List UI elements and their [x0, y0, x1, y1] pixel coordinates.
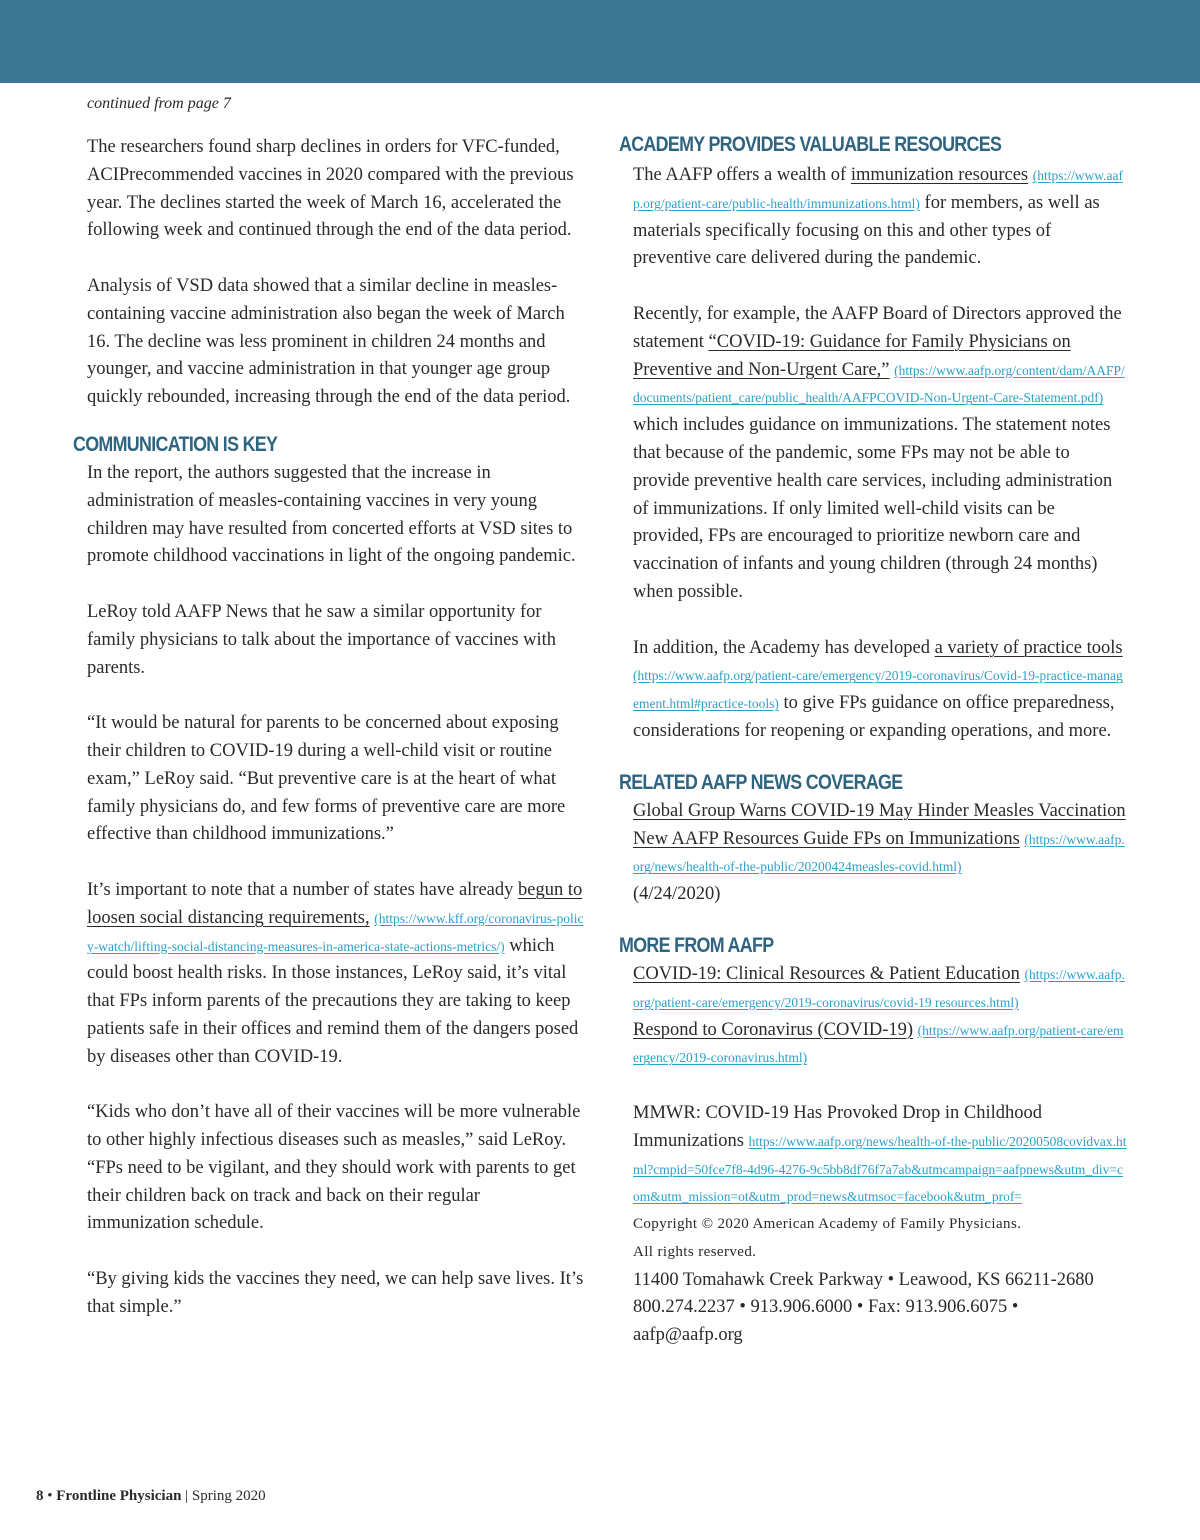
- link-url[interactable]: (https://www.aafp.org/patient-care/emergency/2019-coronavirus/Covid-19-practice-management.html#practice-tools): [633, 668, 1123, 712]
- page-footer: [36, 1488, 266, 1505]
- address: 11400 Tomahawk Creek Parkway • Leawood, KS 66211-2680: [633, 1269, 1094, 1290]
- section-heading-academy: ACADEMY PROVIDES VALUABLE RESOURCES: [619, 133, 1002, 156]
- text: In addition, the Academy has developed: [633, 637, 935, 658]
- rights: All rights reserved.: [633, 1243, 757, 1260]
- link-practice-tools[interactable]: a variety of practice tools: [934, 637, 1123, 658]
- link-url[interactable]: https://www.aafp.org/news/health-of-the-public/20200508covidvax.html?cmpid=50fce7f8-4d96-4276-9c5bb8df76f7a7ab&utmcampaign=aafpnews&utm_div=com&utm_mission=ot&utm_prod=news&utmsoc=facebook&utm_prof=: [633, 1133, 1127, 1205]
- left-column: [73, 134, 587, 1322]
- link-url[interactable]: (https://www.aafp.org/patient-care/emergency/2019-coronavirus/covid-19 resources.html): [633, 966, 1125, 1010]
- continued-note: continued from page 7: [87, 95, 231, 112]
- paragraph: In the report, the authors suggested that the increase in administration of measles-containing vaccines in very young children may have resulted from concerted efforts at VSD sites to promote childhood vaccinations in light of the ongoing pandemic.: [87, 462, 576, 567]
- link-url[interactable]: (https://www.aafp.org/content/dam/AAFP/documents/patient_care/public_health/AAFPCOVID-Non-Urgent-Care-Statement.pdf): [633, 362, 1125, 406]
- link-url[interactable]: (https://www.aafp.org/news/health-of-the-public/20200424measles-covid.html): [633, 831, 1125, 875]
- text: It’s important to note that a number of states have already: [87, 879, 519, 900]
- issue: | Spring 2020: [185, 1488, 266, 1504]
- text: MMWR: COVID-19 Has Provoked Drop in Childhood Immunizations: [633, 1102, 1043, 1151]
- bullet: •: [47, 1488, 53, 1504]
- section-heading-more-from-aafp: MORE FROM AAFP: [619, 933, 774, 957]
- paragraph: [633, 798, 1128, 909]
- link-url[interactable]: (https://www.kff.org/coronavirus-policy-watch/lifting-social-distancing-measures-in-america-state-actions-metrics/): [87, 910, 584, 954]
- section-heading-related-news: RELATED AAFP NEWS COVERAGE: [619, 770, 903, 794]
- text: to give FPs guidance on office preparedness, considerations for reopening or expanding operations, and more.: [633, 693, 1115, 741]
- link-covid-guidance[interactable]: “COVID-19: Guidance for Family Physicians on Preventive and Non-Urgent Care,”: [633, 331, 1071, 380]
- contact: 800.274.2237 • 913.906.6000 • Fax: 913.906.6075 • aafp@aafp.org: [633, 1297, 1019, 1346]
- paragraph: [87, 877, 587, 1072]
- link-immunization-resources[interactable]: immunization resources: [850, 165, 1029, 185]
- page-number: 8: [36, 1488, 44, 1504]
- paragraph: [633, 162, 1128, 273]
- paragraph: “By giving kids the vaccines they need, we can help save lives. It’s that simple.”: [87, 1269, 584, 1317]
- paragraph: [633, 1100, 1128, 1211]
- section-heading-communication: COMMUNICATION IS KEY: [73, 432, 278, 456]
- copyright: Copyright © 2020 American Academy of Family Physicians.: [633, 1216, 1022, 1233]
- text: which includes guidance on immunizations. The statement notes that because of the pandemic, some FPs may not be able to provide preventive health care services, including administration of immunizations. If only limited well-child visits can be provided, FPs are encouraged to prioritize newborn care and vaccination of infants and young children (through 24 months) when possible.: [633, 415, 1113, 602]
- text: The AAFP offers a wealth of: [633, 165, 851, 185]
- date: (4/24/2020): [633, 884, 721, 905]
- header-bar: [0, 0, 1200, 83]
- text: which could boost health risks. In those instances, LeRoy said, it’s vital that FPs inform parents of the precautions they are taking to keep patients safe in their offices and remind them of the dangers posed by diseases other than COVID-19.: [87, 935, 579, 1067]
- right-column: [619, 133, 1128, 1350]
- paragraph: [633, 1017, 1128, 1073]
- paragraph: [633, 961, 1128, 1017]
- publication-name: Frontline Physician: [56, 1488, 182, 1504]
- text: for members, as well as materials specifically focusing on this and other types of preventive care delivered during the pandemic.: [633, 192, 1100, 269]
- paragraph: “Kids who don’t have all of their vaccines will be more vulnerable to other highly infectious diseases such as measles,” said LeRoy. “FPs need to be vigilant, and they should work with parents to get their children back on track and back on their regular immunization schedule.: [87, 1102, 581, 1234]
- paragraph: Analysis of VSD data showed that a similar decline in measles-containing vaccine administration also began the week of March 16. The decline was less prominent in children 24 months and younger, and vaccine administration in that younger age group quickly rebounded, increasing through the end of the data period.: [87, 275, 571, 408]
- link-global-group[interactable]: Global Group Warns COVID-19 May Hinder Measles Vaccination New AAFP Resources Guide FPs on Immunizations: [633, 800, 1126, 849]
- paragraph: The researchers found sharp declines in orders for VFC-funded, ACIPrecommended vaccines in 2020 compared with the previous year. The declines started the week of March 16, accelerated the following week and continued through the end of the data period.: [87, 137, 574, 241]
- link-respond-coronavirus[interactable]: Respond to Coronavirus (COVID-19): [633, 1019, 914, 1040]
- paragraph: “It would be natural for parents to be concerned about exposing their children to COVID-19 during a well-child visit or routine exam,” LeRoy said. “But preventive care is at the heart of what family physicians do, and few forms of preventive care are more effective than childhood immunizations.”: [87, 713, 566, 845]
- link-clinical-resources[interactable]: COVID-19: Clinical Resources & Patient Education: [633, 963, 1020, 984]
- link-social-distancing[interactable]: begun to loosen social distancing requirements,: [87, 879, 583, 928]
- paragraph: LeRoy told AAFP News that he saw a similar opportunity for family physicians to talk about the importance of vaccines with parents.: [87, 601, 557, 678]
- text: Recently, for example, the AAFP Board of Directors approved the statement: [633, 303, 1122, 352]
- paragraph: [633, 301, 1128, 607]
- paragraph: [633, 635, 1128, 746]
- link-url[interactable]: (https://www.aafp.org/patient-care/public-health/immunizations.html): [633, 168, 1123, 211]
- link-url[interactable]: (https://www.aafp.org/patient-care/emergency/2019-coronavirus.html): [633, 1022, 1124, 1066]
